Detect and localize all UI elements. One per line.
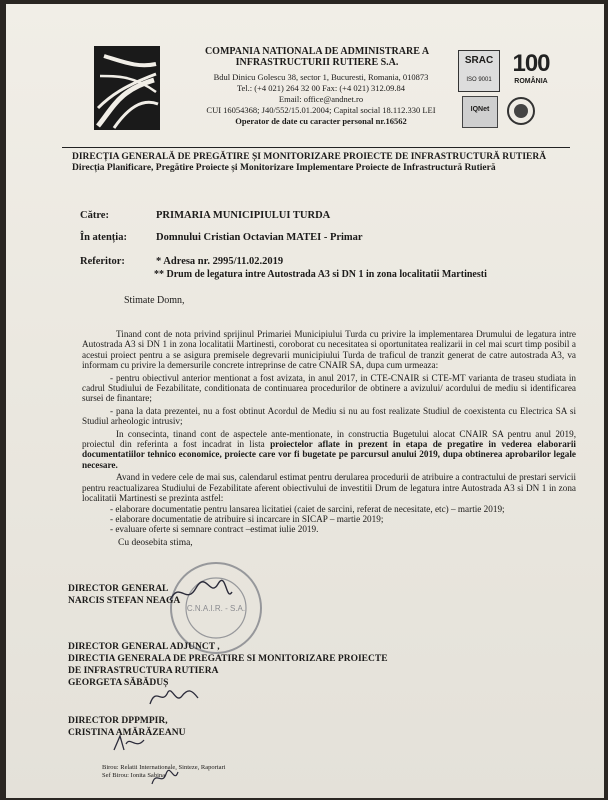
company-address: Bdul Dinicu Golescu 38, sector 1, Bucuresti, Romania, 010873: [213, 72, 429, 82]
iso-label: ISO 9001: [466, 77, 492, 83]
list-item: - elaborare documentatie pentru lansarea licitatiei (caiet de sarcini, referat de necesitate, etc) – martie 2019;: [110, 503, 505, 514]
catre-label: Către:: [80, 210, 109, 221]
footer-line-2: Sef Birou: Ionita Sabina: [102, 771, 166, 779]
quality-seal-icon: [506, 96, 536, 126]
referitor-value-1: * Adresa nr. 2995/11.02.2019: [156, 256, 284, 267]
srac-label: SRAC: [464, 55, 494, 66]
department-title: DIRECȚIA GENERALĂ DE PREGĂTIRE ȘI MONITORIZARE PROIECTE DE INFRASTRUCTURĂ RUTIERĂ: [72, 152, 547, 162]
paragraph-4-bold: proiectelor aflate in prezent in etapa de pregatire in vederea elaborarii documentatiilor tehnico economice, proiecte care vor fi bugetate pe parcursul anului 2019, dupa obtinerea aprobarilor legale necesare.: [82, 439, 576, 470]
paragraph-4: [82, 429, 576, 471]
dga-department-2: DE INFRASTRUCTURA RUTIERA: [68, 666, 219, 676]
paragraph-2: - pentru obiectivul anterior mentionat a fost avizata, in anul 2017, in CTE-CNAIR si CTE-MT varianta de traseu studiata in cadrul Studiului de Fezabilitate, conditionata de continuarea procedurilor de obtinere a avizului/ acordului de mediu si identificarea sursei de finantare;: [82, 372, 576, 404]
atentia-value: Domnului Cristian Octavian MATEI - Primar: [156, 232, 363, 243]
cnair-logo: [94, 46, 160, 130]
closing: Cu deosebita stima,: [118, 538, 193, 548]
header-divider: [62, 147, 570, 148]
dg-name: NARCIS STEFAN NEAGA: [68, 596, 181, 606]
centenary-label: 100: [512, 50, 550, 77]
letter-page: [6, 4, 604, 798]
iqnet-label: IQNet: [470, 106, 490, 113]
company-name: [182, 46, 452, 68]
list-item: - evaluare oferte si semnare contract –estimat iulie 2019.: [110, 524, 319, 535]
dpp-title: DIRECTOR DPPMPIR,: [68, 716, 168, 726]
romania-100-icon: [503, 50, 559, 92]
paragraph-5: Avand in vedere cele de mai sus, calendarul estimat pentru derularea procedurii de atribuire a contractului de prestari servicii pentru reactualizarea Studiului de Fezabilitate aferent obiectivului de investitii Drum de legatura intre Autostrada A3 si DN 1 in zona localitatii Martinesti se prezinta astfel:: [82, 472, 576, 504]
dga-name: GEORGETA SĂBĂDUȘ: [68, 678, 169, 688]
salutation: Stimate Domn,: [124, 295, 185, 306]
dga-title: DIRECTOR GENERAL ADJUNCT ,: [68, 642, 220, 652]
company-line-2: INFRASTRUCTURII RUTIERE S.A.: [235, 57, 399, 68]
paragraph-4-text: In consecinta, tinand cont de aspectele ante-mentionate, in constructia Bugetului alocat CNAIR SA pentru anul 2019, proiectul din referinta a fost incadrat in lista: [82, 428, 576, 450]
company-phone: Tel.: (+4 021) 264 32 00 Fax: (+4 021) 312.09.84: [236, 83, 406, 93]
company-email: Email: office@andnet.ro: [278, 94, 364, 104]
company-cui: CUI 16054368; J40/552/15.01.2004; Capital social 18.112.330 LEI: [206, 105, 436, 115]
referitor-value-2: ** Drum de legatura intre Autostrada A3 si DN 1 in zona localitatii Martinesti: [154, 269, 487, 280]
dga-department-1: DIRECTIA GENERALA DE PREGATIRE SI MONITORIZARE PROIECTE: [68, 654, 388, 664]
list-item: - elaborare documentatie de atribuire si incarcare in SICAP – martie 2019;: [110, 513, 384, 524]
dpp-signature: [110, 732, 150, 754]
srac-cert-icon: [458, 50, 500, 92]
catre-value: PRIMARIA MUNICIPIULUI TURDA: [156, 210, 331, 221]
dpp-name: CRISTINA AMĂRĂZEANU: [68, 728, 186, 738]
iqnet-icon: [462, 96, 498, 128]
company-contact: [186, 72, 456, 127]
paragraph-1: Tinand cont de nota privind sprijinul Primariei Municipiului Turda cu privire la implementarea Drumului de legatura intre Autostrada A3 si DN 1 in zona localitatii Martinesti, coroborat cu necesitatea si oportunitatea realizarii in cel mai scurt timp posibil a acestui proiect pentru a se asigura premisele degrevarii municipiului Turda de traficul de tranzit generat de catre autostrada A3, va informam cu privire la demersurile concrete intreprinse de catre CNAIR SA, dupa cum urmeaza:: [82, 329, 576, 371]
atentia-label: În atenția:: [80, 232, 127, 243]
paragraph-3: - pana la data prezentei, nu a fost obtinut Acordul de Mediu si nu au fost realizate Studiul de coexistenta cu Electrica SA si Studiul arheologic intrusiv;: [82, 405, 576, 427]
footer-line-1: Birou: Relatii Internationale, Sinteze, Raportari: [102, 764, 226, 771]
dg-title: DIRECTOR GENERAL: [68, 584, 169, 594]
dg-signature: [166, 576, 236, 610]
footer-signature: [148, 766, 182, 788]
stamp-text: C.N.A.I.R. - S.A.: [186, 604, 246, 613]
department-subtitle: Direcția Planificare, Pregătire Proiecte și Monitorizare Implementare Proiecte de Infrastructură Rutieră: [72, 163, 496, 173]
company-operator: Operator de date cu caracter personal nr.16562: [235, 116, 407, 126]
letter-body: [82, 329, 576, 535]
referitor-label: Referitor:: [80, 256, 125, 267]
company-line-1: COMPANIA NATIONALA DE ADMINISTRARE A: [204, 46, 430, 57]
romania-label: ROMÂNIA: [514, 78, 548, 85]
dga-signature: [146, 684, 202, 710]
